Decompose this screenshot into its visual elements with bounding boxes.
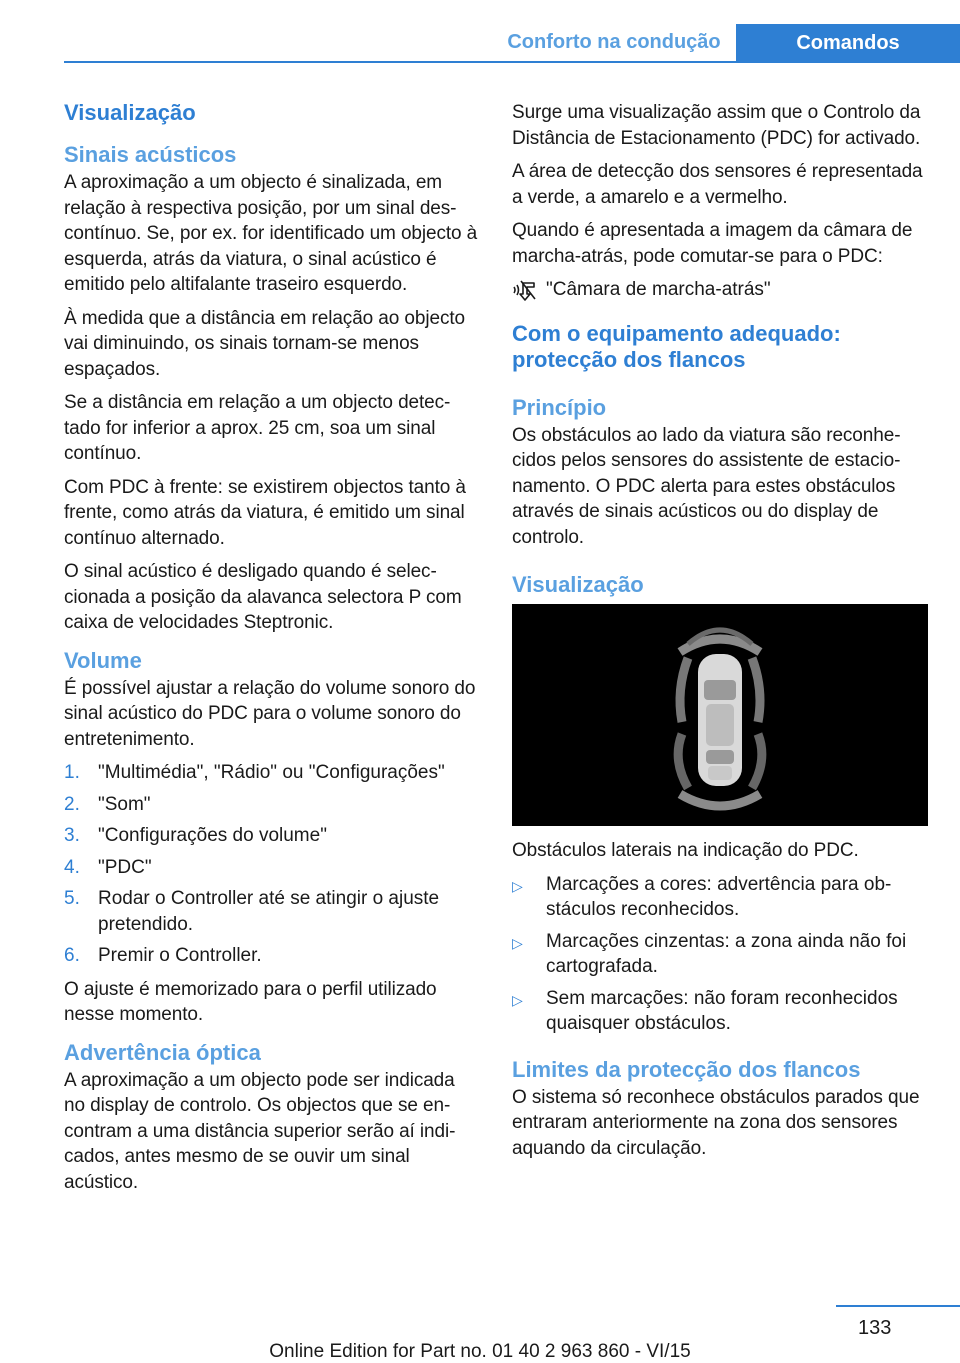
heading-visualizacao: Visualização — [64, 100, 196, 125]
paragraph: Quando é apresentada a imagem da câmara de marcha-atrás, pode comutar-se para o PDC: — [512, 220, 913, 267]
step-text: Rodar o Controller até se atingir o ajuste pretendido. — [98, 888, 440, 935]
list-item — [64, 943, 480, 969]
step-text: "Som" — [98, 793, 151, 815]
list-item — [64, 823, 480, 849]
image-caption: Obstáculos laterais na indicação do PDC. — [512, 840, 859, 861]
header-rule — [64, 61, 960, 63]
heading-protecao-flancos: Com o equipamento adequado: protecção dos flancos — [512, 320, 841, 372]
footer-rule — [836, 1305, 960, 1307]
parking-sensor-icon — [512, 279, 546, 301]
paragraph: Com PDC à frente: se existirem objectos tanto à frente, como atrás da viatura, é emitido um sinal contínuo alternado. — [64, 476, 466, 549]
heading-visualizacao-flancos: Visualização — [512, 572, 644, 597]
heading-volume: Volume — [64, 647, 142, 673]
step-text: "PDC" — [98, 856, 152, 878]
bullet-text: Sem marcações: não foram reconhecidos quaisquer obstáculos. — [546, 987, 898, 1034]
page-header — [0, 24, 960, 64]
right-column — [512, 100, 930, 1169]
step-number: 4. — [64, 856, 80, 878]
steps-list — [64, 760, 480, 969]
step-number: 3. — [64, 825, 80, 846]
heading-principio: Princípio — [512, 394, 607, 420]
step-text: "Multimédia", "Rádio" ou "Configurações" — [98, 762, 445, 783]
paragraph: É possível ajustar a relação do volume sonoro do sinal acústico do PDC para o volume sonoro do entretenimento. — [64, 677, 476, 750]
step-text: "Configurações do volume" — [98, 825, 327, 846]
paragraph: A área de detecção dos sensores é representada a verde, a amarelo e a vermelho. — [512, 161, 923, 208]
bullet-text: Marcações a cores: advertência para obstáculos reconhecidos. — [546, 873, 892, 920]
list-item — [64, 792, 480, 818]
step-number: 5. — [64, 888, 80, 909]
paragraph: À medida que a distância em relação ao objecto vai diminuindo, os sinais tornam-se menos espaçados. — [64, 307, 465, 380]
paragraph: O sinal acústico é desligado quando é seleccionada a posição da alavanca selectora P com caixa de velocidades Steptronic. — [64, 561, 462, 633]
pdc-display-image — [512, 604, 928, 826]
triangle-bullet-icon: ▷ — [512, 877, 523, 894]
step-number: 6. — [64, 945, 80, 966]
page-number: 133 — [858, 1317, 892, 1339]
menu-entry-label: "Câmara de marcha-atrás" — [546, 279, 771, 300]
paragraph: Surge uma visualização assim que o Controlo da Distância de Estacionamento (PDC) for activado. — [512, 102, 921, 149]
step-text: Premir o Controller. — [98, 945, 262, 966]
list-item — [64, 855, 480, 881]
heading-sinais-acusticos: Sinais acústicos — [64, 142, 237, 167]
paragraph: Os obstáculos ao lado da viatura são reconhecidos pelos sensores do assistente de estacionamento. O PDC alerta para estes obstáculos através de sinais acústicos ou do display de controlo. — [512, 424, 901, 548]
paragraph: Se a distância em relação a um objecto detectado for inferior a aprox. 25 cm, soa um sinal contínuo. — [64, 392, 451, 464]
heading-limites: Limites da protecção dos flancos — [512, 1056, 861, 1082]
list-item — [64, 760, 480, 786]
triangle-bullet-icon: ▷ — [512, 934, 523, 951]
list-item — [512, 929, 930, 980]
menu-entry-row — [512, 277, 930, 303]
bullet-list — [512, 872, 930, 1037]
paragraph: O sistema só reconhece obstáculos parados que entraram anteriormente na zona dos sensores aquando da circulação. — [512, 1086, 920, 1159]
paragraph: A aproximação a um objecto pode ser indicada no display de controlo. Os objectos que se encontram a uma distância superior serão aí indicados, antes mesmo de se ouvir um sinal acústico. — [64, 1069, 456, 1193]
list-item — [64, 886, 480, 937]
step-number: 1. — [64, 762, 80, 783]
paragraph: O ajuste é memorizado para o perfil utilizado nesse momento. — [64, 978, 437, 1025]
triangle-bullet-icon: ▷ — [512, 991, 523, 1008]
section-tab[interactable]: Conforto na condução — [507, 31, 721, 53]
heading-advertencia-optica: Advertência óptica — [64, 1039, 261, 1065]
chapter-tab[interactable]: Comandos — [736, 24, 960, 63]
paragraph: A aproximação a um objecto é sinalizada, em relação à respectiva posição, por um sinal descontínuo. Se, por ex. for identificado um objecto à esquerda, atrás da viatura, o sinal acústico é emitido pelo altifalante traseiro esquerdo. — [64, 172, 478, 295]
bullet-text: Marcações cinzentas: a zona ainda não foi cartografada. — [546, 930, 907, 977]
step-number: 2. — [64, 793, 80, 815]
list-item — [512, 872, 930, 923]
left-column — [64, 100, 480, 1203]
edition-footer: Online Edition for Part no. 01 40 2 963 860 - VI/15 — [269, 1341, 691, 1362]
list-item — [512, 986, 930, 1037]
